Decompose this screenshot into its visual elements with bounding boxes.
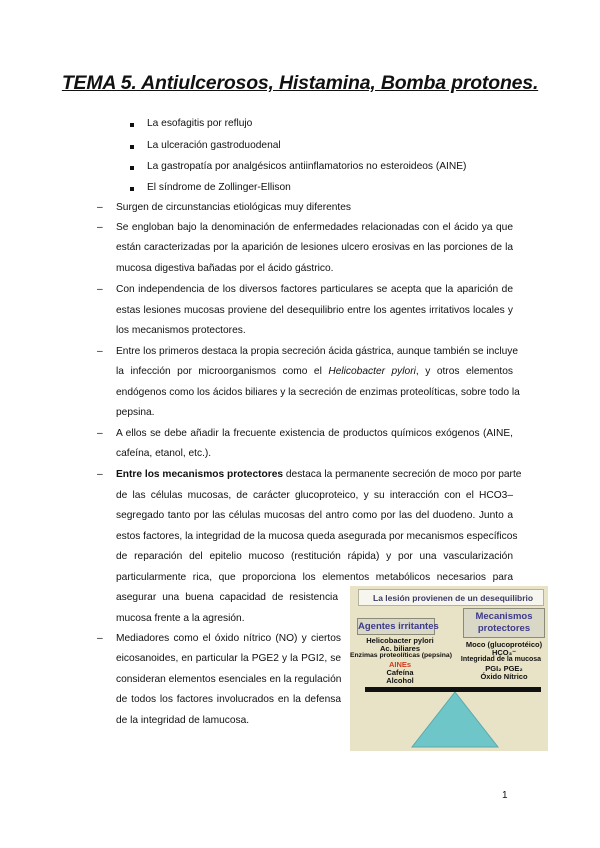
- dash-marker: –: [97, 284, 103, 295]
- protector-item: PGI₂ PGE₂: [485, 664, 523, 673]
- page-number: 1: [502, 790, 508, 801]
- square-bullet-icon: [130, 187, 134, 191]
- dash-marker: –: [97, 346, 103, 357]
- dash-marker: –: [97, 469, 103, 480]
- protector-item: Óxido Nítrico: [480, 672, 528, 681]
- protector-item: HCO₃⁻: [491, 648, 517, 657]
- irritant-item: Ac. biliares: [379, 644, 421, 653]
- irritant-item: Cafeína: [386, 668, 414, 677]
- square-bullet-icon: [130, 123, 134, 127]
- protective-heading: Entre los mecanismos protectores: [116, 469, 284, 480]
- square-bullet-icon: [130, 145, 134, 149]
- fulcrum-triangle-icon: [410, 692, 500, 748]
- protector-item: Moco (glucoprotéico): [465, 640, 543, 649]
- page-title: TEMA 5. Antiulcerosos, Histamina, Bomba protones.: [61, 72, 539, 94]
- dash-marker: –: [97, 633, 103, 644]
- irritant-item: Enzimas proteolíticas (pepsina): [350, 652, 452, 659]
- dash-marker: –: [97, 222, 103, 233]
- dash-marker: –: [97, 202, 103, 213]
- irritant-item: Helicobacter pylori: [366, 636, 434, 645]
- irritant-item: Alcohol: [386, 676, 414, 685]
- irritant-item: AINEs: [388, 660, 412, 669]
- irritants-header: Agentes irritantes: [357, 618, 435, 635]
- figure-title: La lesión provienen de un desequilibrio: [358, 589, 544, 606]
- imbalance-figure: [350, 586, 548, 751]
- protector-item: Integridad de la mucosa: [460, 656, 542, 663]
- square-bullet-icon: [130, 166, 134, 170]
- dash-marker: –: [97, 428, 103, 439]
- helicobacter-term: Helicobacter pylori: [328, 366, 416, 377]
- protectors-header: Mecanismos protectores: [463, 608, 545, 638]
